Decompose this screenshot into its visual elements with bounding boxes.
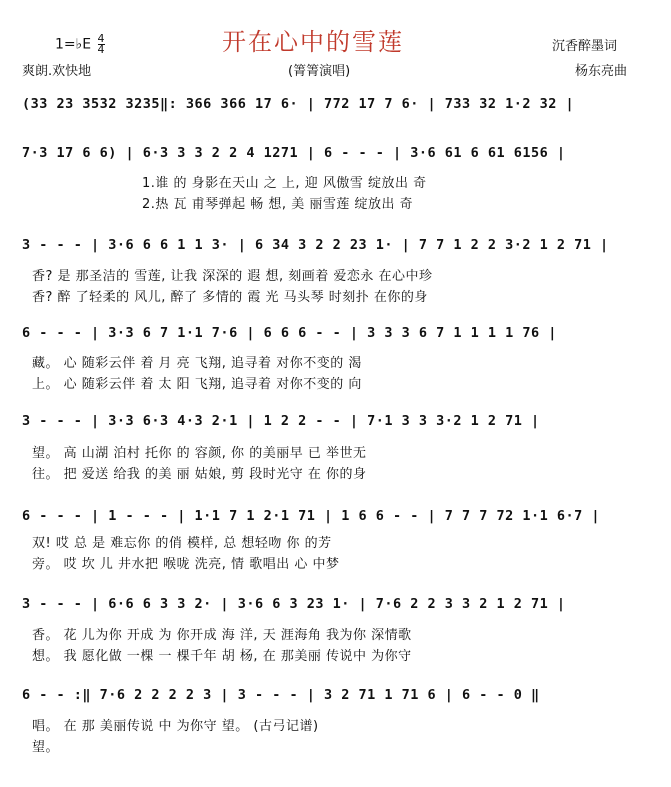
composer-credit: 杨东亮曲	[575, 64, 628, 79]
lyric-line: 往。 把 爱送 给我 的美 丽 姑娘, 剪 段时光守 在 你的身	[32, 467, 367, 482]
notation-line: 6 - - :‖ 7·6 2 2 2 2 3 | 3 - - - | 3 2 71 1 71 6 | 6 - - 0 ‖	[22, 687, 540, 703]
time-numerator: 4	[97, 32, 105, 45]
lyric-line: 香? 是 那圣洁的 雪莲, 让我 深深的 遐 想, 刻画着 爱恋永 在心中珍	[32, 269, 433, 284]
notation-line: 3 - - - | 6·6 6 3 3 2· | 3·6 6 3 23 1· | 7·6 2 2 3 3 2 1 2 71 |	[22, 596, 566, 612]
key-label: 1=♭E	[55, 36, 92, 53]
lyric-line: 旁。 哎 坎 儿 井水把 喉咙 洗亮, 情 歌唱出 心 中梦	[32, 557, 340, 572]
lyric-line: 唱。 在 那 美丽传说 中 为你守 望。 (古弓记谱)	[32, 719, 319, 734]
notation-line: (33 23 3532 3235‖: 366 366 17 6· | 772 17 7 6· | 733 32 1·2 32 |	[22, 96, 575, 112]
notation-line: 6 - - - | 3·3 6 7 1·1 7·6 | 6 6 6 - - | 3 3 3 6 7 1 1 1 1 76 |	[22, 325, 557, 341]
performer-credit: (箐箐演唱)	[288, 64, 351, 79]
time-signature	[98, 34, 105, 55]
notation-line: 7·3 17 6 6) | 6·3 3 3 2 2 4 1271 | 6 - - - | 3·6 61 6 61 6156 |	[22, 145, 566, 161]
song-title: 开在心中的雪莲	[222, 28, 404, 56]
lyric-line: 香? 醉 了轻柔的 风儿, 醉了 多情的 霞 光 马头琴 时刻扑 在你的身	[32, 290, 428, 305]
lyric-line: 藏。 心 随彩云伴 着 月 亮 飞翔, 追寻着 对你不变的 渴	[32, 356, 362, 371]
lyric-line: 香。 花 儿为你 开成 为 你开成 海 洋, 天 涯海角 我为你 深情歌	[32, 628, 412, 643]
lyric-line: 1.谁 的 身影在天山 之 上, 迎 风傲雪 绽放出 奇	[142, 176, 427, 191]
notation-line: 3 - - - | 3·3 6·3 4·3 2·1 | 1 2 2 - - | 7·1 3 3 3·2 1 2 71 |	[22, 413, 540, 429]
tempo-mood: 爽朗.欢快地	[22, 64, 92, 79]
lyric-line: 上。 心 随彩云伴 着 太 阳 飞翔, 追寻着 对你不变的 向	[32, 377, 362, 392]
lyric-line: 双! 哎 总 是 难忘你 的俏 模样, 总 想轻吻 你 的芳	[32, 536, 332, 551]
lyric-line: 望。 高 山湖 泊村 托你 的 容颜, 你 的美丽早 已 举世无	[32, 446, 367, 461]
notation-line: 6 - - - | 1 - - - | 1·1 7 1 2·1 71 | 1 6 6 - - | 7 7 7 72 1·1 6·7 |	[22, 508, 601, 524]
notation-line: 3 - - - | 3·6 6 6 1 1 3· | 6 34 3 2 2 23 1· | 7 7 1 2 2 3·2 1 2 71 |	[22, 237, 609, 253]
key-signature	[55, 34, 105, 55]
lyric-line: 想。 我 愿化做 一棵 一 棵千年 胡 杨, 在 那美丽 传说中 为你守	[32, 649, 412, 664]
lyricist-credit: 沉香醉墨词	[552, 39, 618, 54]
time-denominator: 4	[97, 43, 105, 56]
lyric-line: 望。	[32, 740, 60, 755]
lyric-line: 2.热 瓦 甫琴弹起 畅 想, 美 丽雪莲 绽放出 奇	[142, 197, 414, 212]
